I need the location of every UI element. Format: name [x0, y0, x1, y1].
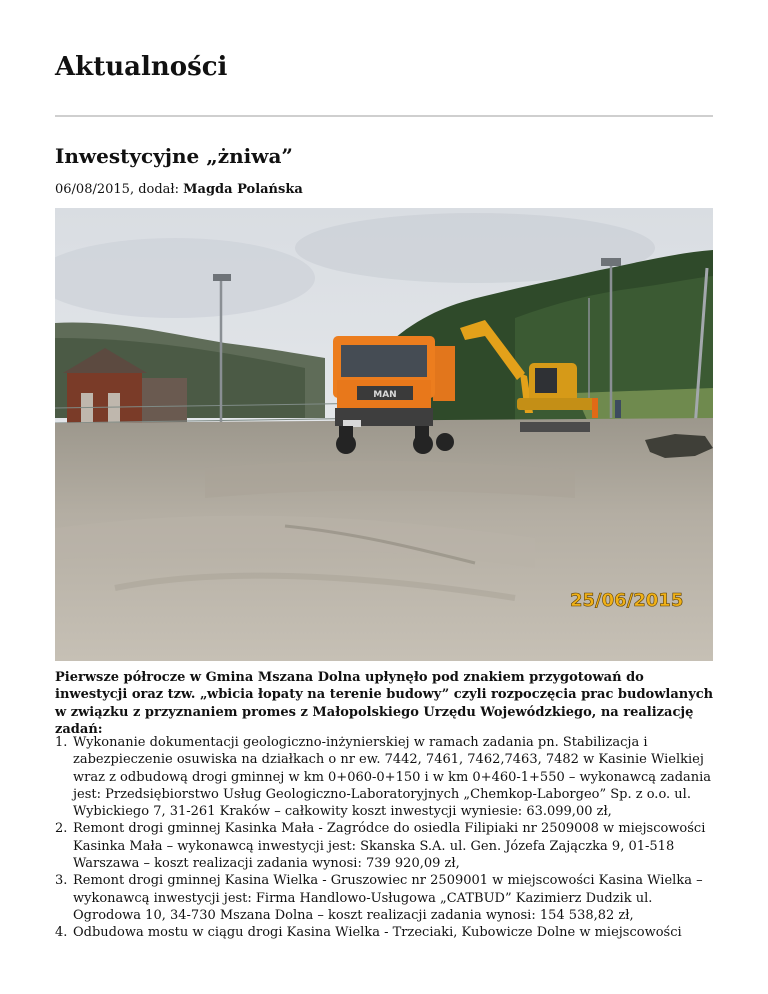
photo-date-stamp: 25/06/2015 — [570, 590, 684, 611]
post-date: 06/08/2015 — [55, 182, 130, 197]
list-item — [55, 924, 717, 941]
list-item-text: Remont drogi gminnej Kasinka Mała - Zagródce do osiedla Filipiaki nr 2509008 w miejscowości Kasinka Mała – wykonawcą inwestycji jest: Skanska S.A. ul. Gen. Józefa Zajączka 9, 01-518 Warszawa – koszt realizacji zadania wynosi: 739 920,09 zł, — [73, 821, 706, 872]
post-title[interactable]: Inwestycyjne „żniwa” — [55, 144, 293, 168]
added-by-label: , dodał: — [129, 182, 184, 197]
post-meta — [55, 182, 303, 197]
list-item-number: 2. — [55, 821, 68, 837]
list-item-text: Remont drogi gminnej Kasina Wielka - Gruszowiec nr 2509001 w miejscowości Kasina Wielka – wykonawcą inwestycji jest: Firma Handlowo-Usługowa „CATBUD” Kazimierz Dudzik ul. Ogrodowa 10, 34-730 Mszana Dolna – koszt realizacji zadania wynosi: 154 538,82 zł, — [73, 873, 703, 923]
truck-brand: MAN — [373, 390, 397, 400]
list-item-number: 3. — [55, 873, 68, 889]
list-item-text: Odbudowa mostu w ciągu drogi Kasina Wielka - Trzeciaki, Kubowicze Dolne w miejscowości — [73, 925, 682, 941]
list-item-number: 1. — [55, 735, 68, 750]
page-title: Aktualności — [55, 52, 228, 82]
list-item-number: 4. — [55, 925, 68, 941]
list-item-text: Wykonanie dokumentacji geologiczno-inżynierskiej w ramach zadania pn. Stabilizacja i zabezpieczenie osuwiska na działkach o nr ew. 7442, 7461, 7462,7463, 7482 w Kasinie Wielkiej wraz z odbudową drogi gminnej w km 0+060-0+150 i w km 0+460-1+550 – wykonawcą zadania jest: Przedsiębiorstwo Usług Geologiczno-Laboratoryjnych „Chemkop-Laborgeo” Sp. z o.o. ul. Wybickiego 7, 31-261 Kraków – całkowity koszt inwestycji wyniesie: 63.099,00 zł, — [73, 735, 712, 820]
post-photo — [55, 208, 713, 661]
list-item — [55, 734, 717, 820]
post-author[interactable]: Magda Polańska — [183, 182, 303, 197]
divider — [55, 115, 713, 117]
post-lead: Pierwsze półrocze w Gmina Mszana Dolna upłynęło pod znakiem przygotowań do inwestycji oraz tzw. „wbicia łopaty na terenie budowy” czyli rozpoczęcia prac budowlanych w związku z przyznaniem promes z Małopolskiego Urzędu Wojewódzkiego, na realizację zadań: — [55, 670, 714, 737]
list-item — [55, 872, 717, 924]
task-list — [55, 734, 717, 942]
list-item — [55, 820, 717, 872]
